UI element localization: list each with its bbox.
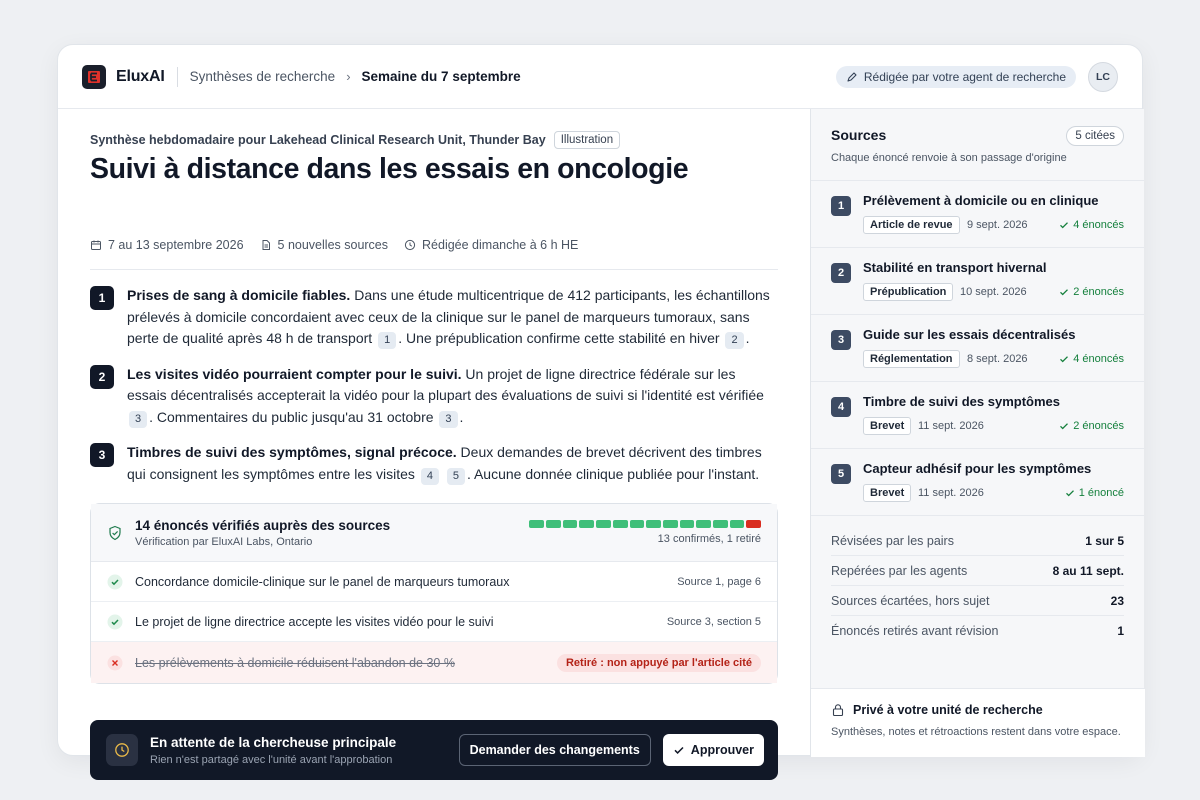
check-icon — [1059, 287, 1069, 297]
source-date: 9 sept. 2026 — [967, 219, 1028, 231]
source-title: Stabilité en transport hivernal — [863, 260, 1047, 275]
finding-2 — [90, 364, 778, 429]
verification-header — [91, 504, 777, 562]
source-claims — [1059, 219, 1124, 231]
sources-subtitle: Chaque énoncé renvoie à son passage d'origine — [831, 152, 1067, 164]
sources-sidebar — [810, 109, 1144, 757]
progress-segment-confirmed — [680, 520, 695, 528]
stat-value: 1 — [1117, 624, 1124, 638]
verification-progress-bar — [529, 520, 761, 528]
org-line: Synthèse hebdomadaire pour Lakehead Clinical Research Unit, Thunder Bay — [90, 133, 546, 147]
check-icon — [1059, 220, 1069, 230]
clock-icon — [404, 239, 416, 251]
stat-label: Sources écartées, hors sujet — [831, 593, 990, 608]
avatar[interactable]: LC — [1088, 62, 1118, 92]
stat-label: Repérées par les agents — [831, 563, 968, 578]
check-icon — [1059, 421, 1069, 431]
source-type-tag: Prépublication — [863, 283, 953, 301]
progress-segment-confirmed — [646, 520, 661, 528]
source-date: 8 sept. 2026 — [967, 353, 1028, 365]
source-type-tag: Brevet — [863, 484, 911, 502]
lock-icon — [831, 703, 845, 717]
approve-button[interactable] — [663, 734, 764, 766]
source-number: 4 — [831, 397, 851, 417]
check-circle-icon — [107, 574, 123, 590]
progress-segment-confirmed — [663, 520, 678, 528]
source-type-tag: Réglementation — [863, 350, 960, 368]
approval-title: En attente de la chercheuse principale — [150, 734, 397, 750]
page-title: Suivi à distance dans les essais en oncologie — [90, 153, 689, 185]
claim-source[interactable]: Source 1, page 6 — [677, 575, 761, 588]
finding-lead: Prises de sang à domicile fiables. — [127, 287, 351, 303]
finding-1 — [90, 285, 778, 350]
source-date: 11 sept. 2026 — [918, 487, 984, 499]
stat-value: 23 — [1110, 593, 1124, 608]
progress-segment-confirmed — [529, 520, 544, 528]
stat-label: Révisées par les pairs — [831, 533, 954, 548]
divider — [90, 269, 778, 270]
finding-body: . — [745, 330, 750, 346]
brand-name[interactable]: EluxAI — [116, 67, 165, 85]
meta-sources: 5 nouvelles sources — [277, 238, 389, 252]
finding-body: . Une prépublication confirme cette stabilité en hiver — [398, 330, 724, 346]
finding-body: Un projet de ligne directrice fédérale sur les essais décentralisés accepterait la vidéo pour la plupart des évaluations de suivi si l'identité est vérifiée — [127, 365, 764, 403]
ai-drafted-label: Rédigée par votre agent de recherche — [863, 69, 1066, 84]
source-claims — [1059, 420, 1124, 432]
finding-number: 1 — [90, 286, 114, 310]
finding-body: . Commentaires du public jusqu'au 31 octobre — [149, 408, 438, 425]
ai-drafted-badge — [836, 66, 1076, 88]
retired-badge: Retiré : non appuyé par l'article cité — [557, 654, 761, 672]
source-claims-label: 4 énoncés — [1073, 219, 1124, 231]
source-claims-label: 1 énoncé — [1078, 487, 1124, 499]
brief-card — [57, 44, 1143, 766]
finding-body: Deux demandes de brevet décrivent des timbres qui consignent les symptômes entre les visites — [127, 444, 762, 482]
source-number: 1 — [831, 196, 851, 216]
claim-text: Les prélèvements à domicile réduisent l'abandon de 30 % — [135, 655, 455, 670]
source-item[interactable] — [811, 181, 1144, 248]
verification-caption: 13 confirmés, 1 retiré — [657, 533, 761, 545]
pencil-icon — [846, 71, 858, 83]
source-type-tag: Brevet — [863, 417, 911, 435]
clock-icon — [106, 734, 138, 766]
verification-subtitle: Vérification par EluxAI Labs, Ontario — [135, 535, 313, 548]
progress-segment-confirmed — [596, 520, 611, 528]
finding-lead: Timbres de suivi des symptômes, signal précoce. — [127, 444, 457, 460]
check-circle-icon — [107, 614, 123, 630]
citation-chip[interactable]: 3 — [439, 411, 457, 428]
source-type-tag: Article de revue — [863, 216, 960, 234]
check-icon — [673, 744, 685, 756]
source-item[interactable] — [811, 449, 1144, 516]
citation-chip[interactable]: 4 — [421, 468, 439, 485]
finding-text — [127, 442, 778, 485]
approval-bar — [90, 720, 778, 780]
source-number: 2 — [831, 263, 851, 283]
source-item[interactable] — [811, 248, 1144, 315]
meta-written: Rédigée dimanche à 6 h HE — [422, 238, 579, 252]
claim-text: Le projet de ligne directrice accepte les visites vidéo pour le suivi — [135, 614, 494, 629]
stats-list — [811, 516, 1144, 646]
request-changes-button[interactable]: Demander des changements — [459, 734, 651, 766]
source-date: 11 sept. 2026 — [918, 420, 984, 432]
stat-value: 1 sur 5 — [1085, 533, 1124, 548]
source-title: Guide sur les essais décentralisés — [863, 327, 1076, 342]
stat-value: 8 au 11 sept. — [1052, 563, 1124, 578]
approval-subtitle: Rien n'est partagé avec l'unité avant l'approbation — [150, 753, 393, 766]
verified-claim-row[interactable] — [91, 562, 777, 602]
meta-dates: 7 au 13 septembre 2026 — [108, 238, 244, 252]
progress-segment-confirmed — [730, 520, 745, 528]
approve-label: Approuver — [690, 743, 754, 757]
source-claims-label: 2 énoncés — [1073, 286, 1124, 298]
verified-claim-row[interactable] — [91, 602, 777, 642]
finding-lead: Les visites vidéo pourraient compter pour le suivi. — [127, 365, 462, 382]
finding-number: 3 — [90, 443, 114, 467]
retired-claim-row[interactable] — [91, 642, 777, 683]
stat-row — [831, 526, 1124, 556]
progress-segment-confirmed — [563, 520, 578, 528]
source-item[interactable] — [811, 382, 1144, 449]
progress-segment-retired — [746, 520, 761, 528]
source-title: Capteur adhésif pour les symptômes — [863, 461, 1092, 476]
main-content — [90, 109, 778, 766]
progress-segment-confirmed — [546, 520, 561, 528]
source-list — [811, 181, 1144, 516]
check-icon — [1065, 488, 1075, 498]
stat-row — [831, 616, 1124, 646]
meta-row — [90, 238, 594, 252]
shield-check-icon — [107, 525, 123, 541]
eluxai-logo-icon[interactable] — [82, 65, 106, 89]
source-claims — [1059, 353, 1124, 365]
top-header — [58, 45, 1142, 109]
sources-title: Sources — [831, 127, 887, 143]
source-number: 3 — [831, 330, 851, 350]
finding-3 — [90, 442, 778, 485]
claim-text: Concordance domicile-clinique sur le panel de marqueurs tumoraux — [135, 574, 510, 589]
source-claims-label: 4 énoncés — [1073, 353, 1124, 365]
citation-chip[interactable]: 1 — [378, 332, 396, 349]
findings-list — [90, 285, 778, 499]
calendar-icon — [90, 239, 102, 251]
x-circle-icon — [107, 655, 123, 671]
progress-segment-confirmed — [696, 520, 711, 528]
breadcrumb-current: Semaine du 7 septembre — [361, 69, 521, 84]
stat-label: Énoncés retirés avant révision — [831, 624, 999, 638]
progress-segment-confirmed — [713, 520, 728, 528]
finding-body: . Aucune donnée clinique publiée pour l'instant. — [466, 465, 760, 482]
stat-row — [831, 556, 1124, 586]
sources-count-badge: 5 citées — [1066, 126, 1124, 146]
source-date: 10 sept. 2026 — [960, 286, 1027, 298]
progress-segment-confirmed — [579, 520, 594, 528]
citation-chip[interactable]: 2 — [725, 332, 743, 349]
finding-body: Dans une étude multicentrique de 412 participants, les échantillons prélevés à domicile concordaient avec ceux de la clinique sur le panel de marqueurs tumoraux, sans perte de qualité après 48 h de transport — [127, 287, 770, 346]
progress-segment-confirmed — [630, 520, 645, 528]
progress-segment-confirmed — [613, 520, 628, 528]
source-claims-label: 2 énoncés — [1073, 420, 1124, 432]
document-icon — [260, 239, 272, 251]
citation-chip[interactable]: 3 — [129, 411, 147, 428]
source-claims — [1059, 286, 1124, 298]
breadcrumb-parent[interactable]: Synthèses de recherche — [189, 69, 336, 84]
verification-title: 14 énoncés vérifiés auprès des sources — [135, 517, 391, 533]
illustration-tag: Illustration — [554, 131, 620, 149]
source-title: Prélèvement à domicile ou en clinique — [863, 193, 1099, 208]
source-claims — [1065, 487, 1124, 499]
source-number: 5 — [831, 464, 851, 484]
privacy-subtitle: Synthèses, notes et rétroactions restent dans votre espace. — [831, 726, 1121, 738]
check-icon — [1059, 354, 1069, 364]
verification-panel — [90, 503, 778, 684]
sources-header — [811, 109, 1144, 181]
finding-number: 2 — [90, 365, 114, 389]
finding-text — [127, 364, 778, 429]
finding-body: . — [459, 408, 464, 425]
source-title: Timbre de suivi des symptômes — [863, 394, 1060, 409]
privacy-title: Privé à votre unité de recherche — [853, 703, 1043, 717]
header-divider — [177, 67, 178, 87]
chevron-right-icon: › — [346, 69, 351, 84]
finding-text — [127, 285, 778, 350]
citation-chip[interactable]: 5 — [447, 468, 465, 485]
source-item[interactable] — [811, 315, 1144, 382]
privacy-note — [811, 688, 1145, 757]
claim-source[interactable]: Source 3, section 5 — [666, 615, 761, 628]
stat-row — [831, 586, 1124, 616]
